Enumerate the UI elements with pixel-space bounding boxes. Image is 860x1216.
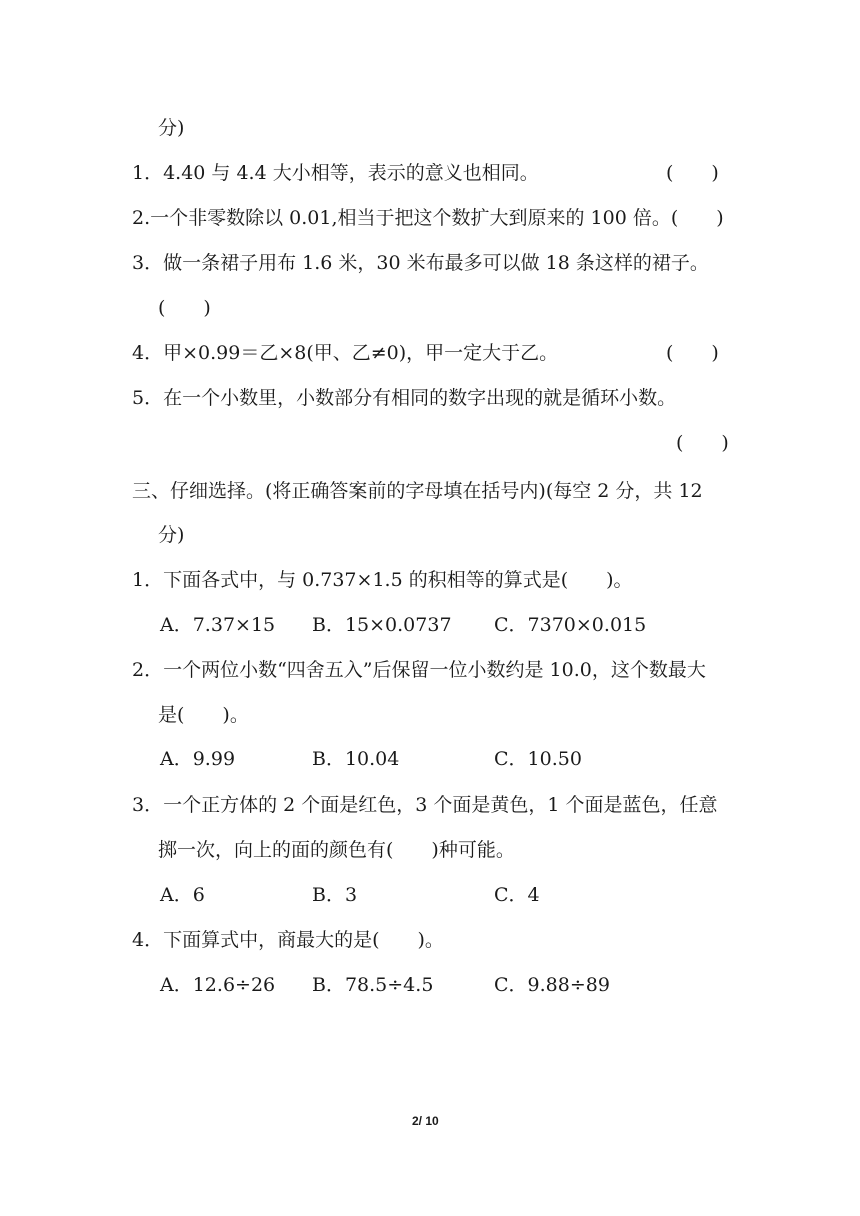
judge-item-2: 2.一个非零数除以 0.01,相当于把这个数扩大到原来的 100 倍。( )	[132, 207, 724, 229]
judge-item-5-answer-paren[interactable]: ( )	[676, 432, 729, 454]
choice-q1-option-b[interactable]: B．15×0.0737	[312, 614, 452, 636]
choice-question-4: 4．下面算式中，商最大的是( )。	[132, 929, 444, 951]
choice-q2-option-a[interactable]: A．9.99	[160, 748, 236, 770]
judge-heading-tail: 分)	[158, 117, 185, 139]
choice-q4-option-a[interactable]: A．12.6÷26	[160, 974, 276, 996]
judge-item-4: 4．甲×0.99＝乙×8(甲、乙≠0)，甲一定大于乙。	[132, 342, 559, 364]
choice-q2-option-c[interactable]: C．10.50	[494, 748, 582, 770]
choice-q3-option-b[interactable]: B．3	[312, 884, 358, 906]
judge-item-3-answer-paren[interactable]: ( )	[158, 297, 211, 319]
choice-q2-option-b[interactable]: B．10.04	[312, 748, 400, 770]
judge-item-1: 1．4.40 与 4.4 大小相等，表示的意义也相同。	[132, 162, 539, 184]
judge-item-1-answer-paren[interactable]: ( )	[666, 162, 719, 184]
page-number: 2/ 10	[412, 1114, 439, 1128]
choice-q3-option-c[interactable]: C．4	[494, 884, 540, 906]
choice-q4-option-b[interactable]: B．78.5÷4.5	[312, 974, 434, 996]
choice-q1-option-c[interactable]: C．7370×0.015	[494, 614, 647, 636]
choice-question-2: 2．一个两位小数“四舍五入”后保留一位小数约是 10.0，这个数最大	[132, 659, 706, 681]
choice-section-heading-tail: 分)	[158, 524, 185, 546]
judge-item-3: 3．做一条裙子用布 1.6 米，30 米布最多可以做 18 条这样的裙子。	[132, 252, 709, 274]
choice-q3-option-a[interactable]: A．6	[160, 884, 205, 906]
choice-question-3-cont: 掷一次，向上的面的颜色有( )种可能。	[158, 839, 515, 861]
judge-item-4-answer-paren[interactable]: ( )	[666, 342, 719, 364]
choice-section-heading: 三、仔细选择。(将正确答案前的字母填在括号内)(每空 2 分，共 12	[132, 480, 703, 502]
judge-item-5: 5．在一个小数里，小数部分有相同的数字出现的就是循环小数。	[132, 387, 677, 409]
choice-q4-option-c[interactable]: C．9.88÷89	[494, 974, 610, 996]
choice-question-1: 1．下面各式中，与 0.737×1.5 的积相等的算式是( )。	[132, 569, 633, 591]
choice-question-2-cont: 是( )。	[158, 704, 249, 726]
choice-q1-option-a[interactable]: A．7.37×15	[160, 614, 276, 636]
choice-question-3: 3．一个正方体的 2 个面是红色，3 个面是黄色，1 个面是蓝色，任意	[132, 794, 718, 816]
